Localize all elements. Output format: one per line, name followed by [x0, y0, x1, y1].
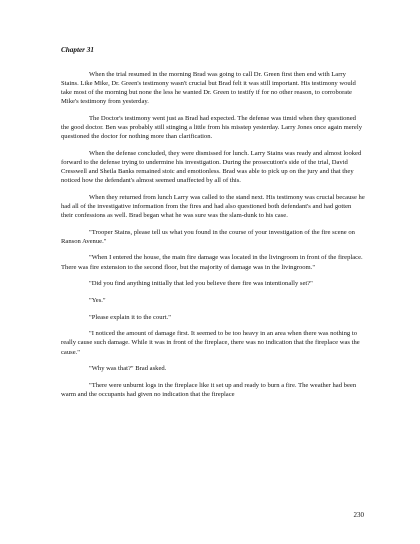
paragraph: The Doctor's testimony went just as Brad had expected. The defense was timid when they questioned the good doctor. Ben was probably still stinging a little from his misstep yesterday. Larry Jones once again merely questioned the doctor for nothing more than clarification.	[61, 114, 362, 141]
paragraph: "When I entered the house, the main fire damage was located in the livingroom in front of the fireplace. There was fire extension to the second floor, but the majority of damage was in the livingroom."	[61, 254, 363, 271]
paragraph: "Did you find anything initially that led you believe there fire was intentionally set?"	[89, 280, 313, 288]
paragraph: "There were unburnt logs in the fireplace like it set up and ready to burn a fire. The weather had been warm and the occupants had given no indication that the fireplace	[61, 381, 357, 398]
paragraph: When they returned from lunch Larry was called to the stand next. His testimony was crucial because he had all of the investigative information from the fires and had also questioned both defendant's and had gotten their confessions as well. Brad began what he was sure was the slam-dunk to his case.	[61, 193, 365, 219]
chapter-heading: Chapter 31	[61, 46, 94, 54]
paragraph: "Please explain it to the court."	[89, 313, 171, 321]
paragraph: "Yes."	[89, 296, 106, 304]
paragraph: When the trial resumed in the morning Brad was going to call Dr. Green first then end with Larry Stains. Like Mike, Dr. Green's testimony wasn't crucial but Brad felt it was still important. His testimony would take most of the morning but none the less he wanted Dr. Green to testify if for no other reason, to corroborate Mike's testimony from yesterday.	[61, 71, 356, 106]
paragraph: "Why was that?" Brad asked.	[89, 365, 167, 373]
paragraph: When the defense concluded, they were dismissed for lunch. Larry Stains was ready and almost looked forward to the defense trying to undermine his investigation. During the prosecution's side of the trial, David Cresswell and Sheila Banks remained stoic and emotionless. Brad was able to pick up on the jury and that they noticed how the defendant's almost seemed unaffected by all of this.	[61, 149, 362, 185]
chapter-body	[61, 70, 365, 407]
paragraph: "I noticed the amount of damage first. It seemed to be too heavy in an area when there was nothing to really cause such damage. While it was in front of the fireplace, there was no indication that the fireplace was the cause."	[61, 330, 360, 356]
page-number: 230	[353, 511, 364, 519]
paragraph: "Trooper Stains, please tell us what you found in the course of your investigation of the fire scene on Ranson Avenue."	[61, 228, 355, 245]
